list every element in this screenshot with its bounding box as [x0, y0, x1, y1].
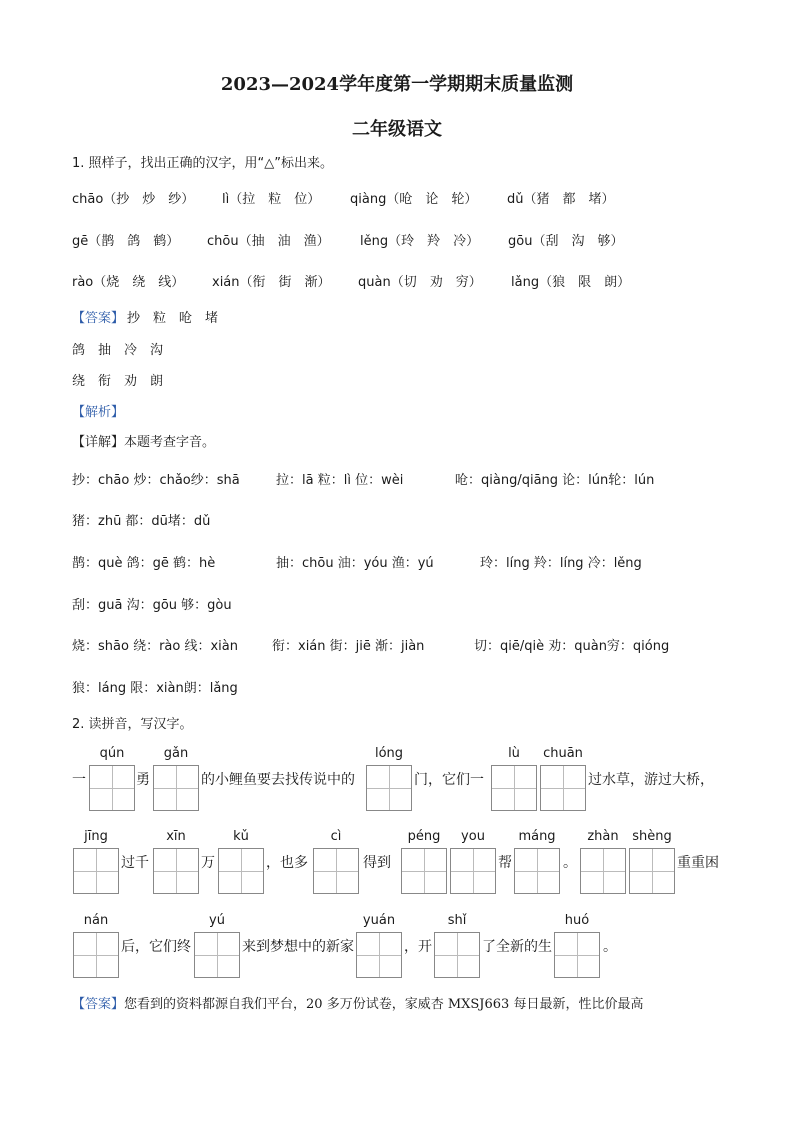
- tianzige-box[interactable]: [434, 932, 480, 978]
- pinyin-group: 抄：chāo 炒：chǎo纱：shā: [72, 473, 240, 488]
- pinyin-label: qún: [99, 746, 125, 761]
- pinyin-label: yuán: [362, 913, 396, 928]
- sentence-text: 。: [603, 939, 617, 955]
- sentence-text: 得到: [363, 855, 391, 871]
- pinyin-label: máng: [518, 829, 556, 844]
- pinyin-label: péng: [407, 829, 441, 844]
- pinyin-label: shèng: [632, 829, 672, 844]
- pinyin-label: lù: [508, 746, 520, 761]
- tianzige-box[interactable]: [554, 932, 600, 978]
- sentence-text: 来到梦想中的新家: [242, 939, 354, 955]
- tianzige-box[interactable]: [580, 848, 626, 894]
- page-title: 2023—2024学年度第一学期期末质量监测: [220, 74, 574, 95]
- answer-line: 鸽 抽 冷 沟: [72, 343, 164, 358]
- tianzige-box[interactable]: [73, 848, 119, 894]
- pinyin-group: 狼：láng 限：xiàn朗：lǎng: [72, 681, 238, 696]
- q1-item: qiàng（呛 论 轮）: [350, 192, 478, 207]
- detail-tag: 【详解】: [72, 435, 125, 450]
- sentence-text: 帮: [498, 855, 512, 871]
- q1-item: lì（拉 粒 位）: [222, 192, 321, 207]
- sentence-text: 过千: [121, 855, 149, 871]
- q1-item: quàn（切 劝 穷）: [358, 275, 482, 290]
- tianzige-box[interactable]: [401, 848, 447, 894]
- detail-line: [72, 431, 215, 450]
- pinyin-label: chuān: [543, 746, 583, 761]
- q1-item: gōu（刮 沟 够）: [508, 234, 624, 249]
- q1-item: chōu（抽 油 渔）: [207, 234, 330, 249]
- sentence-text: ，开: [404, 939, 432, 955]
- pinyin-label: you: [461, 829, 485, 844]
- pinyin-label: kǔ: [233, 829, 249, 844]
- answer-line: 绕 衔 劝 朗: [72, 374, 164, 389]
- pinyin-label: nán: [83, 913, 109, 928]
- tianzige-box[interactable]: [540, 765, 586, 811]
- pinyin-group: 鹊：què 鸽：gē 鹤：hè: [72, 556, 216, 571]
- tianzige-box[interactable]: [194, 932, 240, 978]
- pinyin-group: 衔：xián 街：jiē 渐：jiàn: [272, 639, 425, 654]
- pinyin-label: xīn: [166, 829, 186, 844]
- page-subtitle: 二年级语文: [352, 119, 442, 140]
- tianzige-box[interactable]: [356, 932, 402, 978]
- sentence-text: 了全新的生: [482, 939, 552, 955]
- sentence-text: 万: [201, 855, 215, 871]
- answer-tag: 【答案】: [72, 311, 125, 326]
- sentence-text: 。: [563, 855, 577, 871]
- sentence-text: 的小鲤鱼要去找传说中的: [201, 772, 355, 788]
- answer-footer: [72, 993, 643, 1012]
- detail-text: 本题考查字音。: [124, 435, 216, 450]
- pinyin-label: zhàn: [587, 829, 619, 844]
- pinyin-group: 玲：líng 羚：líng 冷：lěng: [480, 556, 642, 571]
- pinyin-group: 烧：shāo 绕：rào 线：xiàn: [72, 639, 238, 654]
- answer-line: 抄 粒 呛 堵: [127, 311, 219, 326]
- sentence-text: 一: [72, 772, 86, 788]
- tianzige-box[interactable]: [73, 932, 119, 978]
- q1-item: lǎng（狼 限 朗）: [511, 275, 631, 290]
- sentence-text: 重重困: [677, 855, 719, 871]
- tianzige-box[interactable]: [491, 765, 537, 811]
- analysis-tag: 【解析】: [72, 405, 125, 420]
- sentence-text: 勇: [136, 772, 150, 788]
- pinyin-label: yú: [209, 913, 225, 928]
- footer-text: 您看到的资料都源自我们平台，20 多万份试卷，家威杏 MXSJ663 每日最新，性比价最高: [124, 997, 644, 1012]
- tianzige-box[interactable]: [153, 848, 199, 894]
- tianzige-box[interactable]: [450, 848, 496, 894]
- question-1-prompt: 1. 照样子，找出正确的汉字，用“△”标出来。: [72, 156, 334, 171]
- tianzige-box[interactable]: [153, 765, 199, 811]
- pinyin-label: cì: [330, 829, 342, 844]
- pinyin-label: lóng: [374, 746, 404, 761]
- tianzige-box[interactable]: [366, 765, 412, 811]
- pinyin-group: 呛：qiàng/qiāng 论：lún轮：lún: [455, 473, 655, 488]
- q1-item: dǔ（猪 都 堵）: [507, 192, 615, 207]
- pinyin-label: huó: [564, 913, 590, 928]
- pinyin-label: shǐ: [447, 913, 467, 928]
- pinyin-group: 拉：lā 粒：lì 位：wèi: [276, 473, 404, 488]
- pinyin-group: 抽：chōu 油：yóu 渔：yú: [276, 556, 434, 571]
- tianzige-box[interactable]: [89, 765, 135, 811]
- pinyin-group: 猪：zhū 都：dū堵：dǔ: [72, 514, 211, 529]
- pinyin-label: gǎn: [163, 746, 189, 761]
- sentence-text: 过水草，游过大桥，: [588, 772, 714, 788]
- q1-item: xián（衔 街 渐）: [212, 275, 331, 290]
- pinyin-label: jīng: [84, 829, 108, 844]
- question-2-prompt: 2. 读拼音，写汉字。: [72, 717, 193, 732]
- pinyin-group: 刮：guā 沟：gōu 够：gòu: [72, 598, 232, 613]
- tianzige-box[interactable]: [313, 848, 359, 894]
- sentence-text: 后，它们终: [121, 939, 191, 955]
- q1-item: lěng（玲 羚 冷）: [360, 234, 480, 249]
- tianzige-box[interactable]: [514, 848, 560, 894]
- tianzige-box[interactable]: [629, 848, 675, 894]
- answer-tag: 【答案】: [72, 997, 125, 1012]
- sentence-text: ，也多: [266, 855, 308, 871]
- q1-item: gē（鹊 鸽 鹤）: [72, 234, 180, 249]
- q1-item: chāo（抄 炒 纱）: [72, 192, 195, 207]
- pinyin-group: 切：qiē/qiè 劝：quàn穷：qióng: [474, 639, 670, 654]
- tianzige-box[interactable]: [218, 848, 264, 894]
- sentence-text: 门，它们一: [414, 772, 484, 788]
- q1-item: rào（烧 绕 线）: [72, 275, 185, 290]
